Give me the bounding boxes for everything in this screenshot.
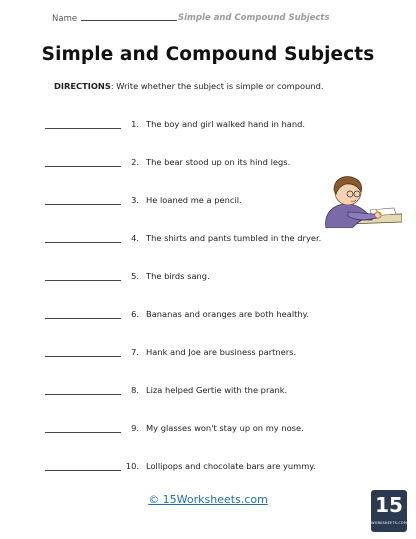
directions bbox=[54, 81, 324, 91]
question-text: The boy and girl walked hand in hand. bbox=[146, 119, 306, 129]
header-topic: Simple and Compound Subjects bbox=[178, 13, 330, 23]
answer-blank[interactable] bbox=[45, 318, 121, 319]
question-text: Hank and Joe are business partners. bbox=[146, 347, 297, 357]
question-text: Lollipops and chocolate bars are yummy. bbox=[146, 461, 316, 471]
question-item bbox=[0, 231, 416, 247]
question-number: 2. bbox=[131, 157, 139, 167]
question-number: 5. bbox=[131, 271, 139, 281]
question-text: Liza helped Gertie with the prank. bbox=[146, 385, 288, 395]
question-text: The bear stood up on its hind legs. bbox=[146, 157, 291, 167]
question-item bbox=[0, 345, 416, 361]
question-item bbox=[0, 155, 416, 171]
question-item bbox=[0, 421, 416, 437]
question-number: 9. bbox=[131, 423, 139, 433]
page-title: Simple and Compound Subjects bbox=[41, 44, 375, 65]
name-label: Name bbox=[52, 14, 78, 24]
question-number: 8. bbox=[131, 385, 139, 395]
directions-text: : Write whether the subject is simple or compound. bbox=[110, 81, 324, 91]
name-field bbox=[52, 13, 177, 24]
question-number: 4. bbox=[131, 233, 139, 243]
student-writing-illustration bbox=[318, 170, 402, 228]
question-text: Bananas and oranges are both healthy. bbox=[146, 309, 310, 319]
question-item bbox=[0, 307, 416, 323]
worksheets-logo bbox=[371, 490, 407, 532]
directions-label: DIRECTIONS bbox=[54, 81, 111, 91]
question-text: He loaned me a pencil. bbox=[146, 195, 242, 205]
question-number: 7. bbox=[131, 347, 139, 357]
question-number: 1. bbox=[131, 119, 139, 129]
question-text: My glasses won't stay up on my nose. bbox=[146, 423, 304, 433]
name-blank-line[interactable] bbox=[81, 13, 177, 21]
question-number: 10. bbox=[125, 461, 139, 471]
question-text: The shirts and pants tumbled in the dryer. bbox=[146, 233, 322, 243]
answer-blank[interactable] bbox=[45, 394, 121, 395]
answer-blank[interactable] bbox=[45, 280, 121, 281]
answer-blank[interactable] bbox=[45, 470, 121, 471]
footer-copyright-link[interactable]: © 15Worksheets.com bbox=[148, 493, 268, 506]
answer-blank[interactable] bbox=[45, 128, 121, 129]
question-item bbox=[0, 459, 416, 475]
question-number: 6. bbox=[131, 309, 139, 319]
answer-blank[interactable] bbox=[45, 166, 121, 167]
logo-subtitle: WORKSHEETS.COM bbox=[371, 521, 407, 525]
answer-blank[interactable] bbox=[45, 356, 121, 357]
logo-number: 15 bbox=[375, 493, 403, 517]
answer-blank[interactable] bbox=[45, 204, 121, 205]
question-item bbox=[0, 269, 416, 285]
question-item bbox=[0, 383, 416, 399]
question-number: 3. bbox=[131, 195, 139, 205]
question-item bbox=[0, 117, 416, 133]
answer-blank[interactable] bbox=[45, 242, 121, 243]
question-text: The birds sang. bbox=[146, 271, 210, 281]
answer-blank[interactable] bbox=[45, 432, 121, 433]
